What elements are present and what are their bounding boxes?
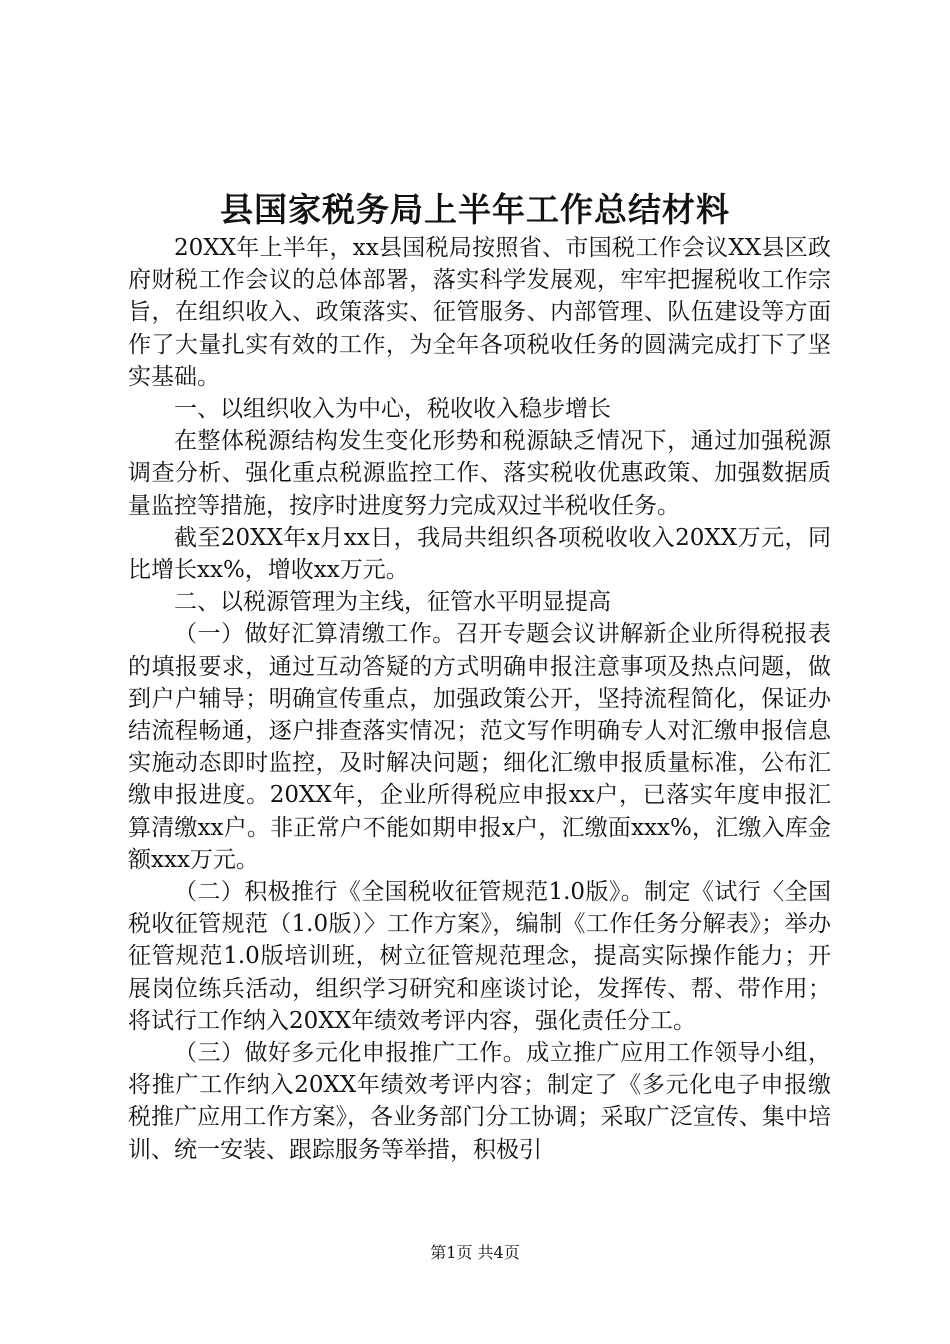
paragraph-revenue: 截至20XX年x月xx日，我局共组织各项税收收入20XX万元，同比增长xx%，增收xx万元。 [128,524,831,584]
paragraph-standards: （二）积极推行《全国税收征管规范1.0版》。制定《试行〈全国税收征管规范（1.0版）〉工作方案》，编制《工作任务分解表》；举办征管规范1.0版培训班，树立征管规范理念，提高实际操作能力；开展岗位练兵活动，组织学习研究和座谈讨论，发挥传、帮、带作用；将试行工作纳入20XX年绩效考评内容，强化责任分工。 [128,879,831,1034]
section-heading-2: 二、以税源管理为主线，征管水平明显提高 [174,589,611,616]
page-number: 第1页 共4页 [430,1243,520,1262]
section-heading-1: 一、以组织收入为中心，税收收入稳步增长 [174,396,611,423]
paragraph-e-filing: （三）做好多元化申报推广工作。成立推广应用工作领导小组，将推广工作纳入20XX年绩效考评内容；制定了《多元化电子申报缴税推广应用工作方案》，各业务部门分工协调；采取广泛宣传、集中培训、统一安装、跟踪服务等举措，积极引 [128,1040,831,1163]
paragraph-settlement: （一）做好汇算清缴工作。召开专题会议讲解新企业所得税报表的填报要求，通过互动答疑的方式明确申报注意事项及热点问题，做到户户辅导；明确宣传重点，加强政策公开，坚持流程简化，保证办结流程畅通，逐户排查落实情况；范文写作明确专人对汇缴申报信息实施动态即时监控，及时解决问题；细化汇缴申报质量标准，公布汇缴申报进度。20XX年，企业所得税应申报xx户，已落实年度申报汇算清缴xx户。非正常户不能如期申报x户，汇缴面xxx%，汇缴入库金额xxx万元。 [128,621,831,873]
document-body [128,232,831,1166]
document-title: 县国家税务局上半年工作总结材料 [220,190,730,229]
paragraph-intro: 20XX年上半年，xx县国税局按照省、市国税工作会议XX县区政府财税工作会议的总体部署，落实科学发展观，牢牢把握税收工作宗旨，在组织收入、政策落实、征管服务、内部管理、队伍建设等方面作了大量扎实有效的工作，为全年各项税收任务的圆满完成打下了坚实基础。 [128,235,831,390]
paragraph-tax-source: 在整体税源结构发生变化形势和税源缺乏情况下，通过加强税源调查分析、强化重点税源监控工作、落实税收优惠政策、加强数据质量监控等措施，按序时进度努力完成双过半税收任务。 [128,428,831,519]
